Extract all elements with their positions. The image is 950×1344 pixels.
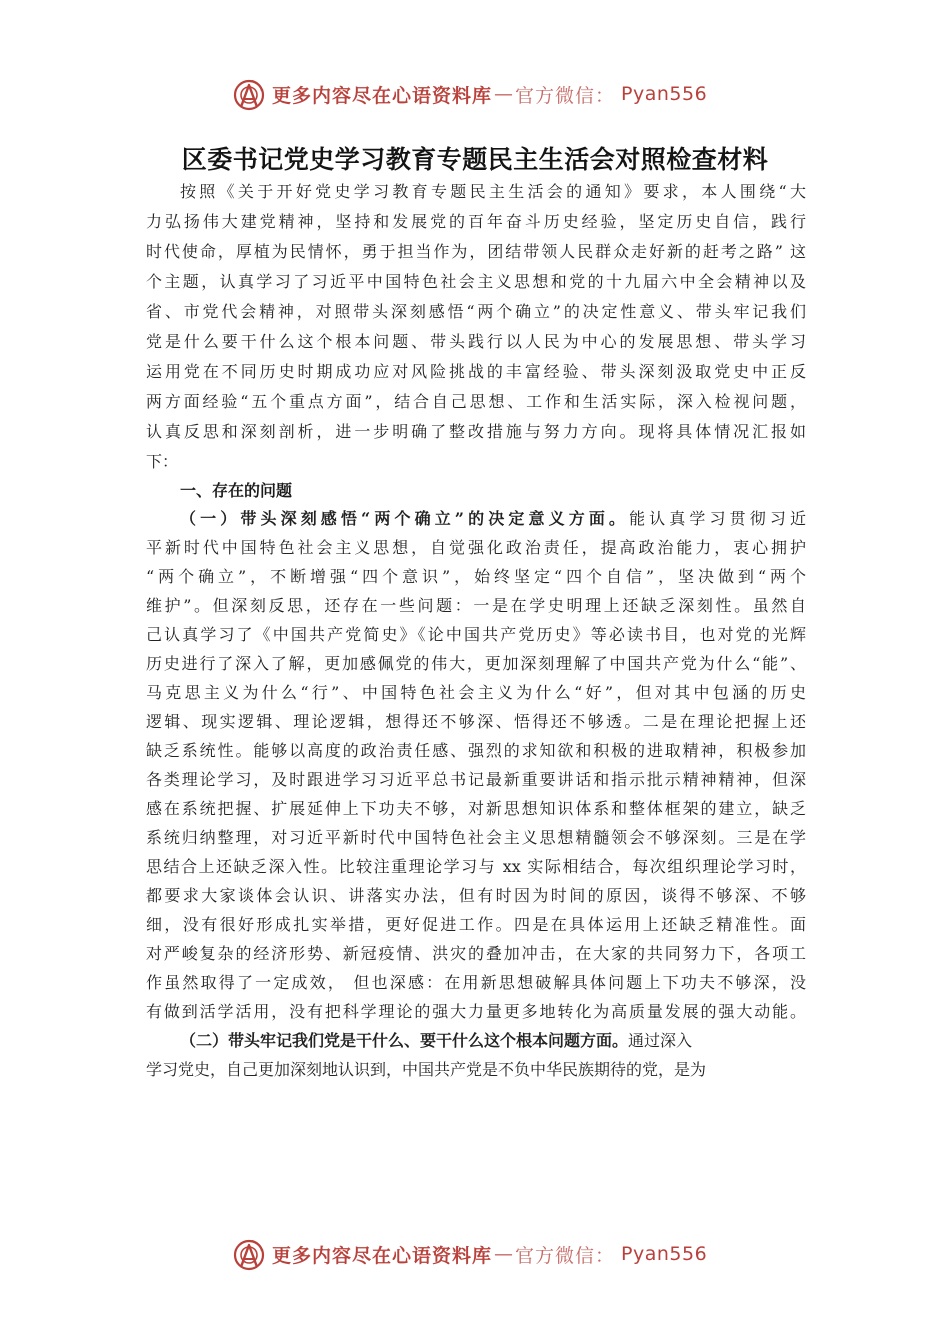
body-line: 缺乏系统性。能够以高度的政治责任感、强烈的求知欲和积极的进取精神，积极参加: [146, 741, 806, 760]
subsection-2-heading: （二）带头牢记我们党是干什么、要干什么这个根本问题方面。: [180, 1031, 629, 1050]
body-line: 有做到活学活用，没有把科学理论的强大力量更多地转化为高质量发展的强大动能。: [146, 1002, 806, 1021]
body-line: 维护”。但深刻反思，还存在一些问题：一是在学史明理上还缺乏深刻性。虽然自: [146, 596, 806, 615]
intro-line: 运用党在不同历史时期成功应对风险挑战的丰富经验、带头深刻汲取党史中正反: [146, 362, 806, 381]
body-line: 细，没有很好形成扎实举措，更好促进工作。四是在具体运用上还缺乏精准性。面: [146, 915, 806, 934]
body-line: 各类理论学习，及时跟进学习习近平总书记最新重要讲话和指示批示精神精神，但深: [146, 770, 806, 789]
banner-dash: —: [494, 1243, 514, 1265]
body-line: 都要求大家谈体会认识、讲落实办法，但有时因为时间的原因，谈得不够深、不够: [146, 886, 806, 905]
footer-banner: [232, 1236, 707, 1272]
intro-line: 党是什么要干什么这个根本问题、带头践行以人民为中心的发展思想、带头学习: [146, 332, 806, 351]
body-line: 己认真学习了《中国共产党简史》《论中国共产党历史》等必读书目，也对党的光辉: [146, 625, 806, 644]
subsection-1-first-line: [180, 509, 806, 529]
banner-official-label: 官方微信：: [515, 84, 616, 107]
brand-logo-icon: [232, 1237, 266, 1271]
banner-dash: —: [494, 83, 514, 105]
subsection-1-heading: （一）带头深刻感悟“两个确立”的决定意义方面。: [180, 509, 630, 528]
intro-line: 按照《关于开好党史学习教育专题民主生活会的通知》要求，本人围绕“大: [180, 182, 806, 201]
subsection-2-first-line: [180, 1031, 806, 1051]
body-line: 平新时代中国特色社会主义思想，自觉强化政治责任，提高政治能力，衷心拥护: [146, 538, 806, 557]
body-line: 逻辑、现实逻辑、理论逻辑，想得还不够深、悟得还不够透。二是在理论把握上还: [146, 712, 806, 731]
body-line: 思结合上还缺乏深入性。比较注重理论学习与 xx 实际相结合，每次组织理论学习时，: [146, 857, 806, 876]
banner-wechat-id: Pyan556: [621, 1243, 708, 1265]
banner-official-label: 官方微信：: [515, 1244, 616, 1267]
body-line: 马克思主义为什么“行”、中国特色社会主义为什么“好”，但对其中包涵的历史: [146, 683, 806, 702]
intro-line: 省、市党代会精神，对照带头深刻感悟“两个确立”的决定性意义、带头牢记我们: [146, 302, 806, 321]
banner-main-text: 更多内容尽在心语资料库: [272, 1244, 493, 1267]
intro-line: 下：: [146, 452, 179, 471]
body-line: 学习党史，自己更加深刻地认识到，中国共产党是不负中华民族期待的党，是为: [146, 1060, 707, 1079]
body-line: 对严峻复杂的经济形势、新冠疫情、洪灾的叠加冲击，在大家的共同努力下，各项工: [146, 944, 806, 963]
body-line: 历史进行了深入了解，更加感佩党的伟大，更加深刻理解了中国共产党为什么“能”、: [146, 654, 806, 673]
banner-wechat-id: Pyan556: [621, 83, 708, 105]
intro-line: 时代使命，厚植为民情怀，勇于担当作为，团结带领人民群众走好新的赶考之路” 这: [146, 242, 806, 261]
intro-line: 两方面经验“五个重点方面”，结合自己思想、工作和生活实际，深入检视问题，: [146, 392, 806, 411]
subsection-1-first-text: 能认真学习贯彻习近: [629, 509, 806, 528]
body-line: “两个确立”，不断增强“四个意识”，始终坚定“四个自信”，坚决做到“两个: [146, 567, 806, 586]
body-line: 感在系统把握、扩展延伸上下功夫不够，对新思想知识体系和整体框架的建立，缺乏: [146, 799, 806, 818]
subsection-2-first-text: 通过深入: [628, 1031, 693, 1050]
document-title: 区委书记党史学习教育专题民主生活会对照检查材料: [181, 145, 769, 174]
section-heading: 一、存在的问题: [180, 481, 293, 500]
body-line: 系统归纳整理，对习近平新时代中国特色社会主义思想精髓领会不够深刻。三是在学: [146, 828, 806, 847]
banner-main-text: 更多内容尽在心语资料库: [272, 84, 493, 107]
intro-line: 认真反思和深刻剖析，进一步明确了整改措施与努力方向。现将具体情况汇报如: [146, 422, 806, 441]
body-line: 作虽然取得了一定成效， 但也深感：在用新思想破解具体问题上下功夫不够深，没: [146, 973, 806, 992]
intro-line: 个主题，认真学习了习近平中国特色社会主义思想和党的十九届六中全会精神以及: [146, 272, 806, 291]
intro-line: 力弘扬伟大建党精神，坚持和发展党的百年奋斗历史经验，坚定历史自信，践行: [146, 212, 806, 231]
